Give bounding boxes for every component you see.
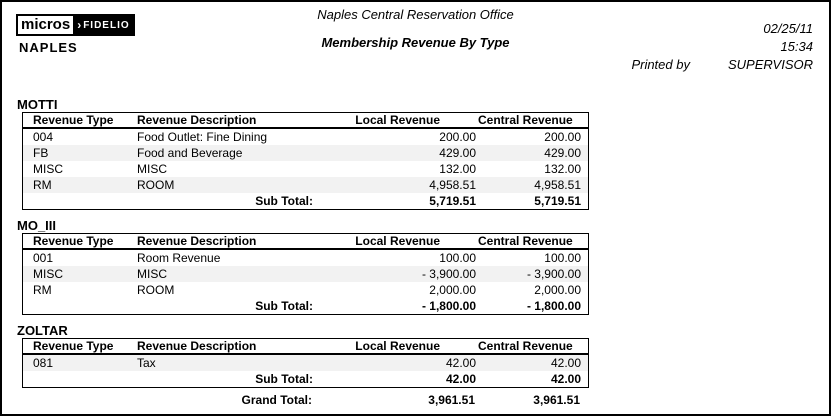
sub-total-local: 42.00 <box>445 372 476 386</box>
table-header-row <box>23 113 588 129</box>
central-revenue-cell: - 3,900.00 <box>526 267 581 281</box>
sub-total-local: - 1,800.00 <box>421 299 476 313</box>
micros-logo-text: micros <box>16 14 75 36</box>
local-revenue-cell: 132.00 <box>439 162 476 176</box>
local-revenue-cell: 200.00 <box>439 130 476 144</box>
central-revenue-cell: 100.00 <box>544 251 581 265</box>
central-revenue-cell: 42.00 <box>550 356 581 370</box>
col-header-local-revenue: Local Revenue <box>355 113 440 127</box>
sub-total-label: Sub Total: <box>255 372 313 386</box>
col-header-revenue-type: Revenue Type <box>33 113 114 127</box>
office-title: Naples Central Reservation Office <box>317 7 514 22</box>
col-header-local-revenue: Local Revenue <box>355 234 440 248</box>
section-name-mo-iii: MO_III <box>17 218 57 233</box>
table-header-row <box>23 339 588 355</box>
revenue-type-cell: FB <box>33 146 49 160</box>
local-revenue-cell: 2,000.00 <box>429 283 476 297</box>
col-header-revenue-description: Revenue Description <box>137 234 257 248</box>
revenue-description-cell: Room Revenue <box>137 251 221 265</box>
local-revenue-cell: - 3,900.00 <box>421 267 476 281</box>
table-row <box>23 282 588 298</box>
printed-by-value: SUPERVISOR <box>727 57 813 72</box>
report-date: 02/25/11 <box>763 21 813 36</box>
local-revenue-cell: 42.00 <box>445 356 476 370</box>
revenue-description-cell: MISC <box>137 267 167 281</box>
grand-total-label: Grand Total: <box>241 393 312 407</box>
col-header-revenue-description: Revenue Description <box>137 339 257 353</box>
revenue-description-cell: Tax <box>137 356 156 370</box>
revenue-type-cell: MISC <box>33 267 63 281</box>
col-header-central-revenue: Central Revenue <box>478 113 573 127</box>
printed-by-label: Printed by <box>631 57 690 72</box>
local-revenue-cell: 100.00 <box>439 251 476 265</box>
table-row <box>23 266 588 282</box>
revenue-description-cell: ROOM <box>137 283 175 297</box>
col-header-revenue-type: Revenue Type <box>33 339 114 353</box>
section-name-zoltar: ZOLTAR <box>17 323 68 338</box>
report-title: Membership Revenue By Type <box>321 35 510 50</box>
table-row <box>23 161 588 177</box>
sub-total-central: 42.00 <box>550 372 581 386</box>
sub-total-row <box>23 298 588 314</box>
central-revenue-cell: 429.00 <box>544 146 581 160</box>
central-revenue-cell: 132.00 <box>544 162 581 176</box>
fidelio-logo-text: FIDELIO <box>83 19 130 31</box>
office-name: NAPLES <box>19 40 78 55</box>
col-header-revenue-type: Revenue Type <box>33 234 114 248</box>
revenue-description-cell: MISC <box>137 162 167 176</box>
table-header-row <box>23 234 588 250</box>
sub-total-row <box>23 193 588 209</box>
revenue-description-cell: ROOM <box>137 178 175 192</box>
sub-total-local: 5,719.51 <box>429 194 476 208</box>
sub-total-label: Sub Total: <box>255 194 313 208</box>
central-revenue-cell: 2,000.00 <box>534 283 581 297</box>
local-revenue-cell: 429.00 <box>439 146 476 160</box>
revenue-type-cell: 004 <box>33 130 54 144</box>
central-revenue-cell: 4,958.51 <box>534 178 581 192</box>
revenue-description-cell: Food Outlet: Fine Dining <box>137 130 268 144</box>
sub-total-row <box>23 371 588 387</box>
revenue-description-cell: Food and Beverage <box>137 146 243 160</box>
local-revenue-cell: 4,958.51 <box>429 178 476 192</box>
revenue-table-zoltar <box>22 338 589 388</box>
revenue-type-cell: RM <box>33 178 52 192</box>
central-revenue-cell: 200.00 <box>544 130 581 144</box>
col-header-central-revenue: Central Revenue <box>478 234 573 248</box>
revenue-table-motti <box>22 112 589 210</box>
revenue-type-cell: RM <box>33 283 52 297</box>
revenue-type-cell: 001 <box>33 251 54 265</box>
col-header-central-revenue: Central Revenue <box>478 339 573 353</box>
printed-by <box>631 57 813 72</box>
col-header-local-revenue: Local Revenue <box>355 339 440 353</box>
grand-total-local: 3,961.51 <box>428 393 475 407</box>
sub-total-central: 5,719.51 <box>534 194 581 208</box>
revenue-type-cell: MISC <box>33 162 63 176</box>
report-header <box>2 2 829 97</box>
grand-total-central: 3,961.51 <box>533 393 580 407</box>
col-header-revenue-description: Revenue Description <box>137 113 257 127</box>
fidelio-arrow-icon: › <box>77 18 83 32</box>
table-row <box>23 355 588 371</box>
table-row <box>23 145 588 161</box>
sub-total-central: - 1,800.00 <box>526 299 581 313</box>
table-row <box>23 177 588 193</box>
grand-total-row <box>22 392 589 408</box>
sub-total-label: Sub Total: <box>255 299 313 313</box>
section-name-motti: MOTTI <box>17 97 58 112</box>
revenue-table-mo-iii <box>22 233 589 315</box>
table-row <box>23 129 588 145</box>
report-time: 15:34 <box>780 39 813 54</box>
revenue-type-cell: 081 <box>33 356 54 370</box>
table-row <box>23 250 588 266</box>
